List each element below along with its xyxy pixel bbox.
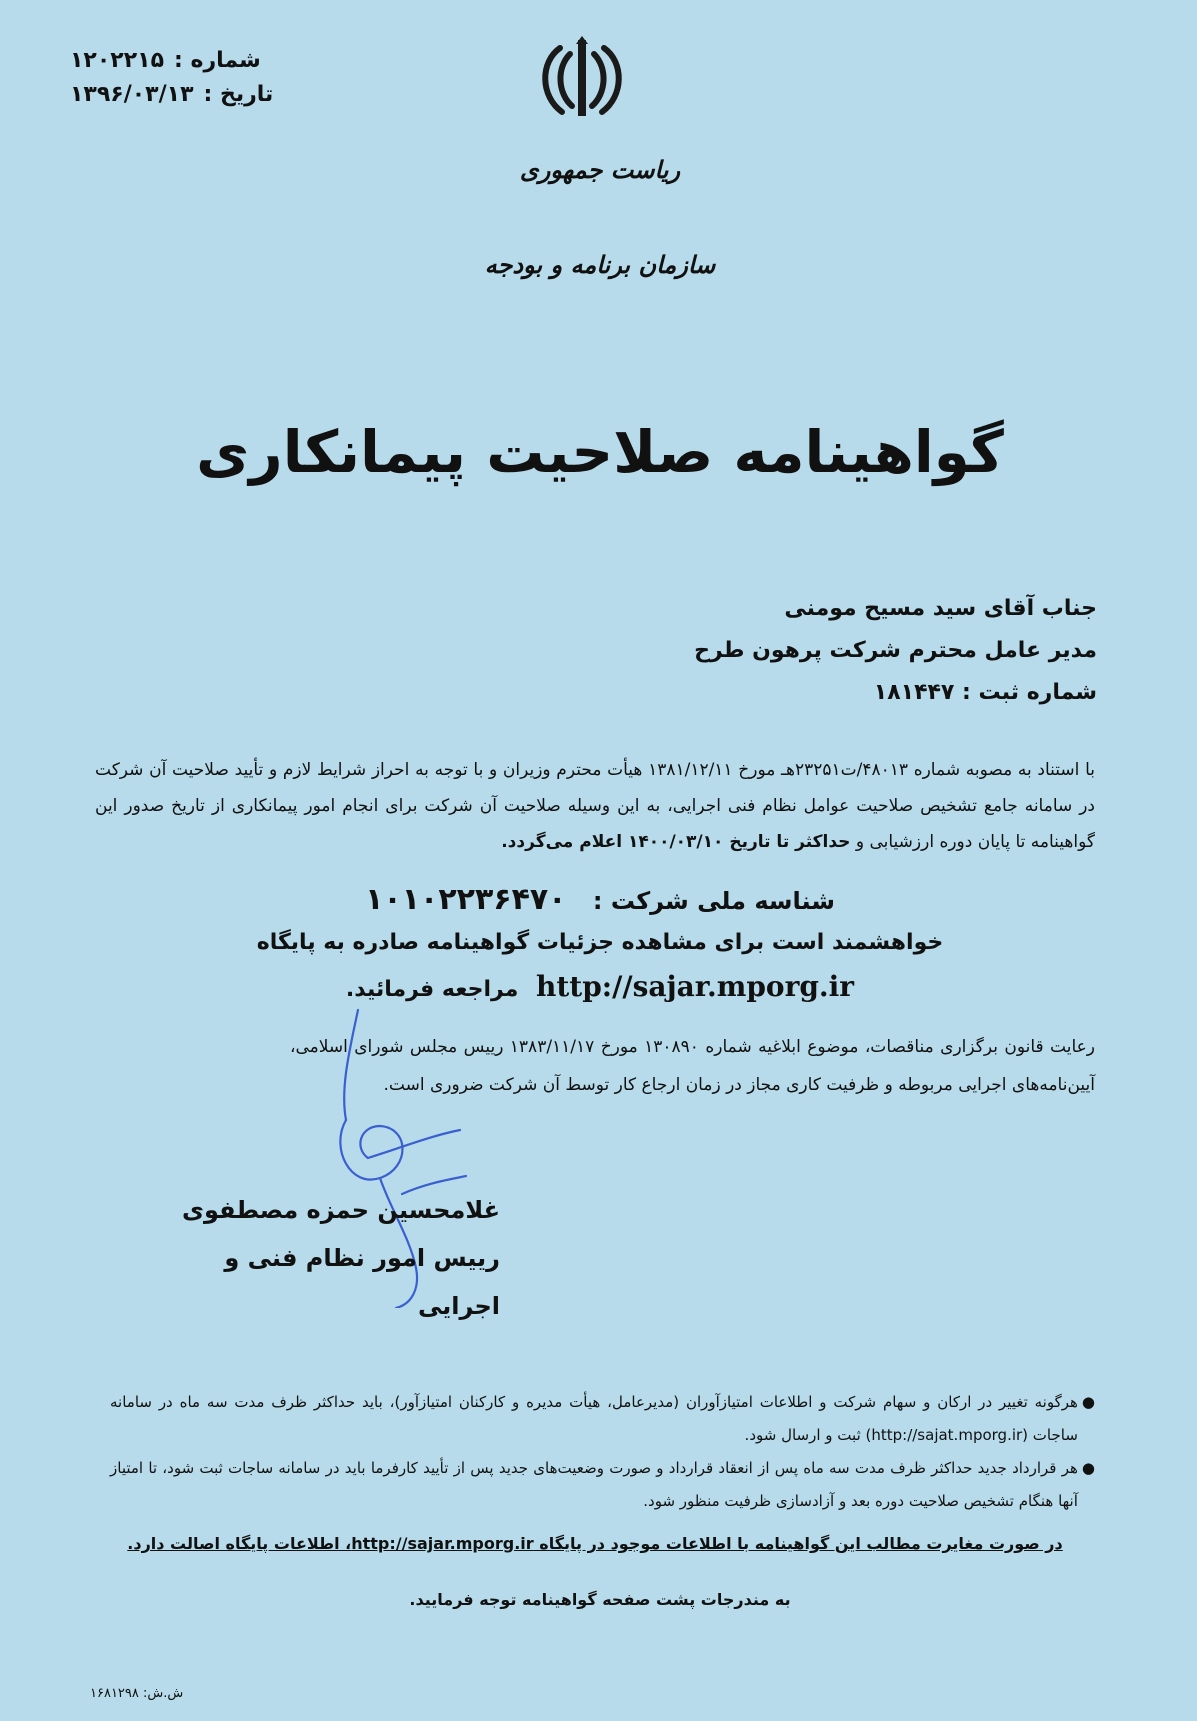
signer-title: رییس امور نظام فنی و اجرایی	[224, 1244, 500, 1320]
plan-budget-org-heading: سازمان برنامه و بودجه	[484, 250, 716, 279]
note-item	[110, 1386, 1095, 1452]
date-value: ۱۳۹۶/۰۳/۱۳	[70, 82, 194, 107]
registration-label: شماره ثبت :	[962, 680, 1097, 705]
bullet-icon: ●	[1081, 1393, 1095, 1411]
sajar-url-link[interactable]: http://sajar.mporg.ir	[536, 970, 855, 1003]
visit-line-2	[250, 970, 950, 1003]
number-value: ۱۲۰۲۲۱۵	[70, 48, 164, 73]
certificate-title: گواهینامه صلاحیت پیمانکاری	[196, 418, 1004, 486]
back-page-note: به مندرجات پشت صفحه گواهینامه توجه فرمایید.	[409, 1590, 791, 1609]
body-deadline: حداکثر تا تاریخ ۱۴۰۰/۰۳/۱۰ اعلام می‌گردد.	[501, 832, 851, 852]
addressee-block	[397, 588, 1097, 714]
signer-block	[160, 1186, 500, 1330]
presidency-heading: ریاست جمهوری	[519, 155, 681, 184]
date-label: تاریخ :	[203, 82, 274, 107]
discrepancy-notice	[120, 1534, 1070, 1553]
iran-emblem-icon	[532, 34, 632, 124]
addressee-position: مدیر عامل محترم شرکت پرهون طرح	[694, 638, 1097, 663]
certificate-body	[95, 752, 1095, 860]
reference-block	[70, 44, 310, 112]
visit-line-1: خواهشمند است برای مشاهده جزئیات گواهینامه صادره به پایگاه	[256, 930, 944, 955]
date-row	[70, 78, 310, 112]
national-id-label: شناسه ملی شرکت :	[592, 887, 835, 915]
body-text: با استناد به مصوبه شماره ۴۸۰۱۳/ت۲۳۲۵۱هـ مورخ ۱۳۸۱/۱۲/۱۱ هیأت محترم وزیران و با توجه به احراز شرایط لازم و تأیید صلاحیت آن شرکت در سامانه جامع تشخیص صلاحیت عوامل نظام فنی اجرایی، به این وسیله صلاحیت آن شرکت برای انجام امور پیمانکاری از تاریخ صدور این گواهینامه تا پایان دوره ارزشیابی و	[95, 760, 1095, 852]
registration-row	[397, 672, 1097, 714]
number-row	[70, 44, 310, 78]
discrepancy-text: در صورت مغایرت مطالب این گواهینامه با اطلاعات موجود در پایگاه http://sajar.mporg.ir، اطلاعات پایگاه اصالت دارد.	[127, 1534, 1063, 1553]
registration-value: ۱۸۱۴۴۷	[873, 680, 955, 705]
note-text: هرگونه تغییر در ارکان و سهام شرکت و اطلاعات امتیازآوران (مدیرعامل، هیأت مدیره و کارکنان امتیازآور)، باید حداکثر ظرف مدت سه ماه در سامانه ساجات (http://sajat.mporg.ir) ثبت و ارسال شود.	[110, 1393, 1078, 1444]
national-id-value: ۱۰۱۰۲۲۳۶۴۷۰	[365, 882, 567, 917]
bullet-icon: ●	[1081, 1459, 1095, 1477]
note-item	[110, 1452, 1095, 1518]
signer-name: غلامحسین حمزه مصطفوی	[182, 1196, 500, 1224]
note-text: هر قرارداد جدید حداکثر ظرف مدت سه ماه پس از انعقاد قرارداد و صورت وضعیت‌های جدید پس از تأیید کارفرما باید در سامانه ساجات ثبت شود، تا امتیاز آنها هنگام تشخیص صلاحیت دوره بعد و آزادسازی ظرفیت منظور شود.	[110, 1459, 1078, 1510]
addressee-name: جناب آقای سید مسیح مومنی	[784, 596, 1097, 621]
compliance-text: رعایت قانون برگزاری مناقصات، موضوع ابلاغیه شماره ۱۳۰۸۹۰ مورخ ۱۳۸۳/۱۱/۱۷ رییس مجلس شورای اسلامی، آیین‌نامه‌های اجرایی مربوطه و ظرفیت کاری مجاز در زمان ارجاع کار توسط آن شرکت ضروری است.	[290, 1037, 1096, 1095]
national-id-row	[300, 882, 900, 917]
visit-suffix: مراجعه فرمائید.	[345, 977, 519, 1002]
serial-number: ش.ش: ۱۶۸۱۲۹۸	[90, 1686, 184, 1701]
notes-list	[110, 1386, 1095, 1518]
number-label: شماره :	[174, 48, 261, 73]
